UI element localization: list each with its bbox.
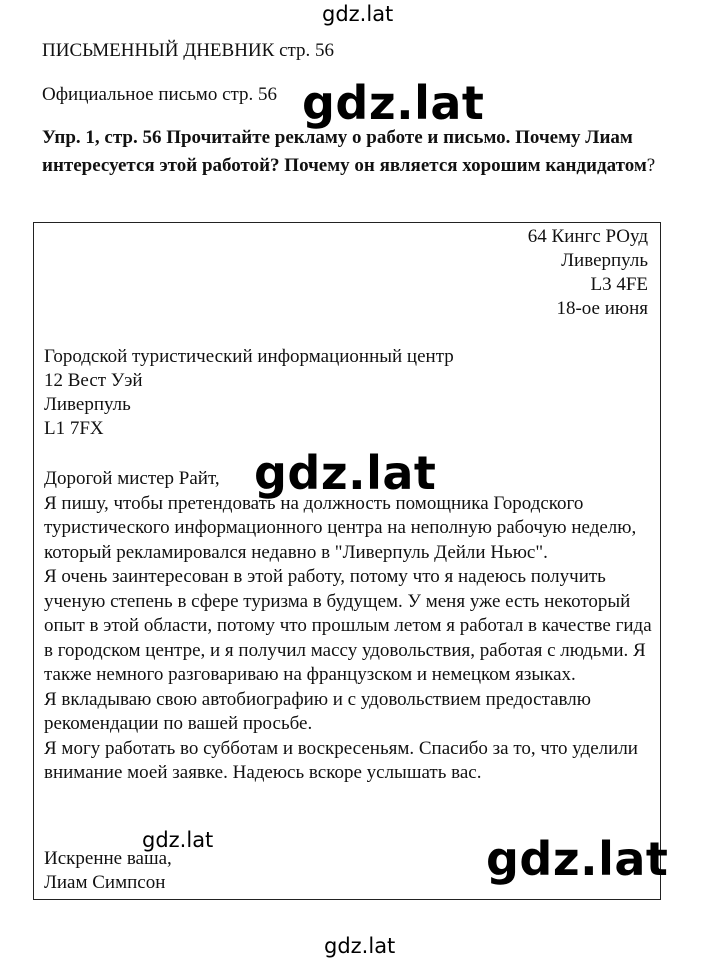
- letter-box: [33, 222, 661, 900]
- watermark-bottom: gdz.lat: [324, 934, 396, 958]
- letter-signature: Лиам Симпсон: [44, 872, 166, 893]
- watermark-header: gdz.lat: [302, 76, 485, 130]
- sender-address-line: Ливерпуль: [561, 250, 648, 271]
- letter-closing: Искренне ваша,: [44, 848, 172, 869]
- recipient-address-line: Ливерпуль: [44, 394, 131, 415]
- exercise-task: [42, 124, 682, 180]
- watermark-bottom-right: gdz.lat: [486, 832, 669, 886]
- letter-greeting: Дорогой мистер Райт,: [44, 468, 220, 489]
- watermark-middle: gdz.lat: [254, 446, 437, 500]
- exercise-task-text: Упр. 1, стр. 56 Прочитайте рекламу о работе и письмо. Почему Лиам интересуется этой работой? Почему он является хорошим кандидатом: [42, 127, 647, 176]
- exercise-question-mark: ?: [646, 155, 656, 176]
- sender-address: [528, 225, 648, 321]
- letter-paragraph: Я пишу, чтобы претендовать на должность помощника Городского туристического информационного центра на неполную рабочую неделю, который рекламировался недавно в "Ливерпуль Дейли Ньюс".: [44, 492, 637, 563]
- watermark-left-small: gdz.lat: [142, 828, 214, 852]
- section-title: Официальное письмо стр. 56: [42, 84, 278, 105]
- sender-address-line: 64 Кингс РОуд: [527, 226, 648, 247]
- watermark-top: gdz.lat: [322, 2, 394, 26]
- sender-address-line: L3 4FE: [590, 274, 648, 295]
- letter-paragraph: Я вкладываю свою автобиографию и с удовольствием предоставлю рекомендации по вашей просьбе.: [44, 688, 591, 734]
- recipient-address-line: Городской туристический информационный центр: [44, 346, 454, 367]
- recipient-address-line: 12 Вест Уэй: [44, 370, 143, 391]
- recipient-address: [44, 345, 454, 441]
- letter-body: [44, 467, 656, 786]
- letter-paragraph: Я очень заинтересован в этой работу, потому что я надеюсь получить ученую степень в сфере туризма в будущем. У меня уже есть некоторый опыт в этой области, потому что прошлым летом я работал в качестве гида в городском центре, и я получил массу удовольствия, работая с людьми. Я также немного разговариваю на французском и немецком языках.: [44, 566, 652, 685]
- letter-signoff: [44, 847, 172, 895]
- letter-paragraph: Я могу работать во субботам и воскресеньям. Спасибо за то, что уделили внимание моей заявке. Надеюсь вскоре услышать вас.: [44, 737, 638, 783]
- page-title: ПИСЬМЕННЫЙ ДНЕВНИК стр. 56: [42, 40, 335, 61]
- recipient-address-line: L1 7FX: [44, 418, 104, 439]
- letter-date: 18-ое июня: [556, 298, 648, 319]
